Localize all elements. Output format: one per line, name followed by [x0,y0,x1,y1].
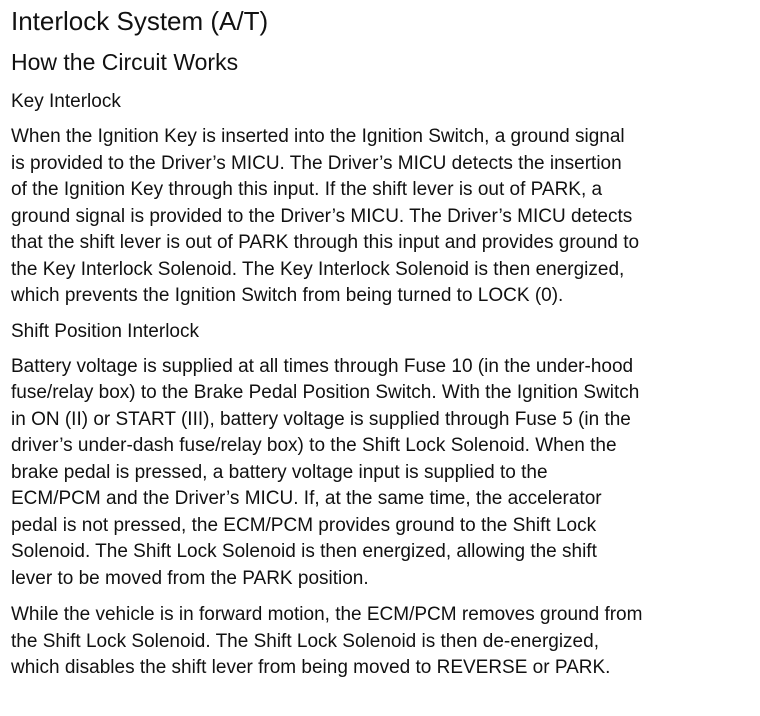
page-title: Interlock System (A/T) [11,6,269,36]
paragraph-shift-lock-forward-motion: While the vehicle is in forward motion, the ECM/PCM removes ground from the Shift Lock Solenoid. The Shift Lock Solenoid is then de-energized, which disables the shift lever from being moved to REVERSE or PARK. [11,604,643,678]
paragraph-shift-lock-power: Battery voltage is supplied at all times through Fuse 10 (in the under-hood fuse/relay box) to the Brake Pedal Position Switch. With the Ignition Switch in ON (II) or START (III), battery voltage is supplied through Fuse 5 (in the driver’s under-dash fuse/relay box) to the Shift Lock Solenoid. When the brake pedal is pressed, a battery voltage input is supplied to the ECM/PCM and the Driver’s MICU. If, at the same time, the accelerator pedal is not pressed, the ECM/PCM provides ground to the Shift Lock Solenoid. The Shift Lock Solenoid is then energized, allowing the shift lever to be moved from the PARK position. [11,355,640,589]
page-subtitle: How the Circuit Works [11,49,239,75]
section-heading-shift-position-interlock: Shift Position Interlock [11,320,199,342]
paragraph-key-interlock: When the Ignition Key is inserted into the Ignition Switch, a ground signal is provided to the Driver’s MICU. The Driver’s MICU detects the insertion of the Ignition Key through this input. If the shift lever is out of PARK, a ground signal is provided to the Driver’s MICU. The Driver’s MICU detects that the shift lever is out of PARK through this input and provides ground to the Key Interlock Solenoid. The Key Interlock Solenoid is then energized, which prevents the Ignition Switch from being turned to LOCK (0). [11,126,640,306]
section-shift-position-interlock [11,320,760,682]
section-heading-key-interlock: Key Interlock [11,91,121,112]
section-key-interlock [11,90,760,310]
